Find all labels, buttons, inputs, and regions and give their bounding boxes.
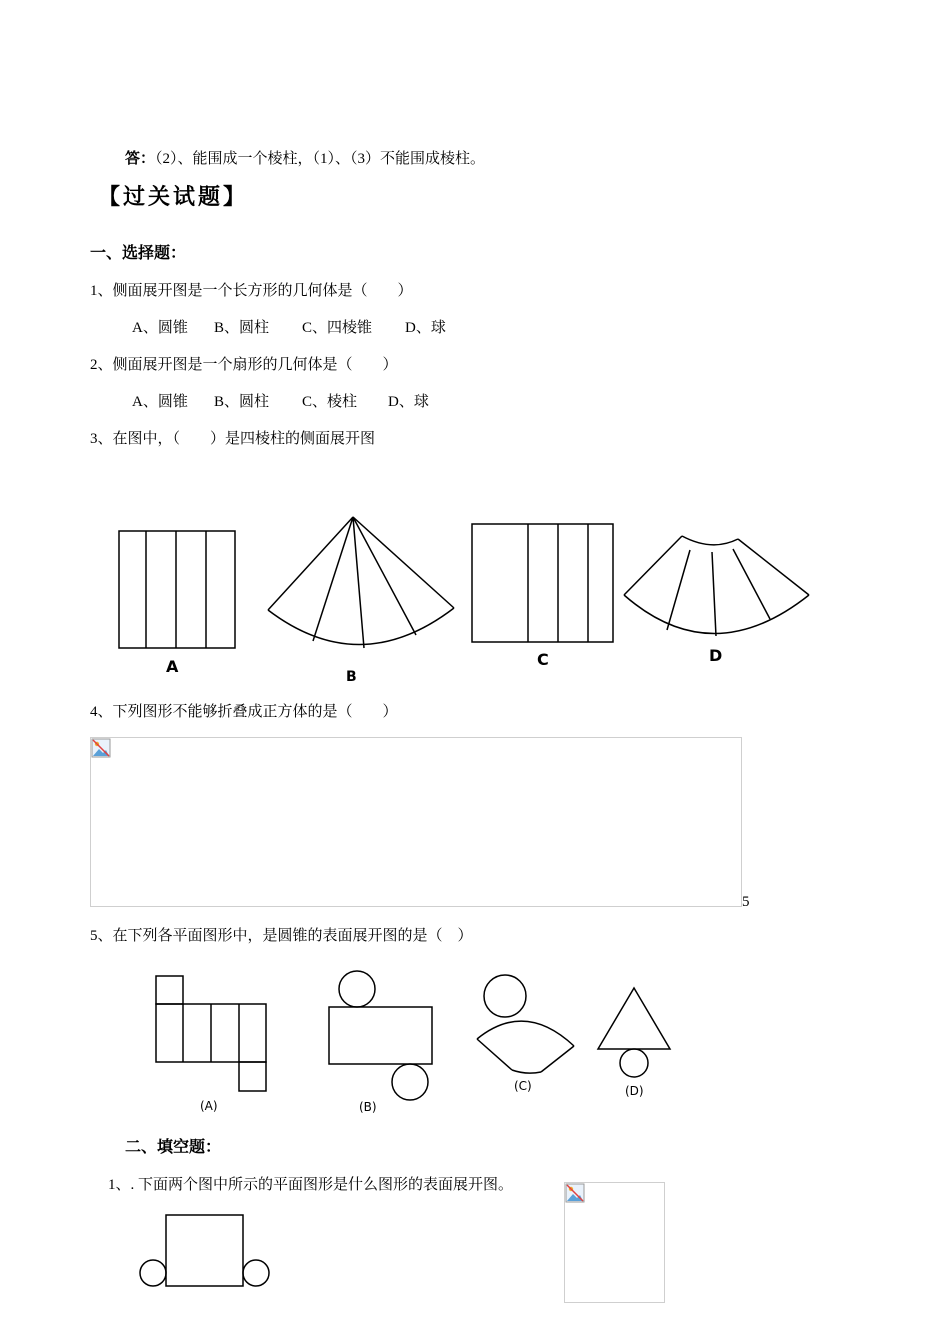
q3-label-c: C <box>537 650 549 669</box>
q4-image-placeholder <box>90 737 742 907</box>
question-1-stem: 1、侧面展开图是一个长方形的几何体是（ ） <box>90 283 413 299</box>
answer-text: （2）、能围成一个棱柱，（1）、（3）不能围成棱柱。 <box>155 151 486 167</box>
answer-line <box>125 150 485 168</box>
question-3-stem: 3、在图中，（ ）是四棱柱的侧面展开图 <box>90 431 376 447</box>
broken-image-icon <box>91 738 111 758</box>
part2-title: 二、填空题： <box>125 1139 222 1156</box>
q1-option-d: D、球 <box>405 320 446 336</box>
question-4-stem: 4、下列图形不能够折叠成正方体的是（ ） <box>90 704 398 720</box>
q5-figure-b <box>329 971 432 1100</box>
broken-image-icon <box>565 1183 585 1203</box>
q3-label-a: A <box>166 657 179 676</box>
q5-figures <box>0 965 950 1115</box>
q5-figure-c <box>477 975 574 1073</box>
q5-label-b: (B) <box>359 1100 377 1114</box>
q3-figure-c <box>472 524 613 642</box>
q4-trailing-text: 5 <box>742 894 750 910</box>
q2-option-c: C、棱柱 <box>302 394 358 410</box>
q1-option-b: B、圆柱 <box>214 320 270 336</box>
fill-question-1-stem: 1、. 下面两个图中所示的平面图形是什么图形的表面展开图。 <box>108 1177 514 1193</box>
q2-option-d: D、球 <box>388 394 429 410</box>
q3-figure-b <box>268 517 454 648</box>
q5-label-a: (A) <box>200 1099 218 1113</box>
fill-q1-image-placeholder <box>564 1182 665 1303</box>
q3-figure-a <box>119 531 235 648</box>
q5-label-d: (D) <box>625 1084 644 1098</box>
q1-option-c: C、四棱锥 <box>302 320 373 336</box>
q5-figure-a <box>156 976 266 1091</box>
fill-q1-figure-left <box>0 1205 950 1295</box>
q3-figure-d <box>624 536 809 636</box>
q1-option-a: A、圆锥 <box>132 320 188 336</box>
q5-label-c: (C) <box>514 1079 532 1093</box>
section-title: 【过关试题】 <box>98 184 249 209</box>
q3-figures <box>0 505 950 705</box>
q5-figure-d <box>598 988 670 1077</box>
question-2-stem: 2、侧面展开图是一个扇形的几何体是（ ） <box>90 357 398 373</box>
q3-label-b: B <box>346 669 357 685</box>
q3-label-d: D <box>709 646 723 665</box>
answer-label: 答： <box>125 151 156 167</box>
question-5-stem: 5、在下列各平面图形中，是圆锥的表面展开图的是（ ） <box>90 928 473 944</box>
q2-option-a: A、圆锥 <box>132 394 188 410</box>
q2-option-b: B、圆柱 <box>214 394 270 410</box>
part1-title: 一、选择题： <box>90 245 187 262</box>
